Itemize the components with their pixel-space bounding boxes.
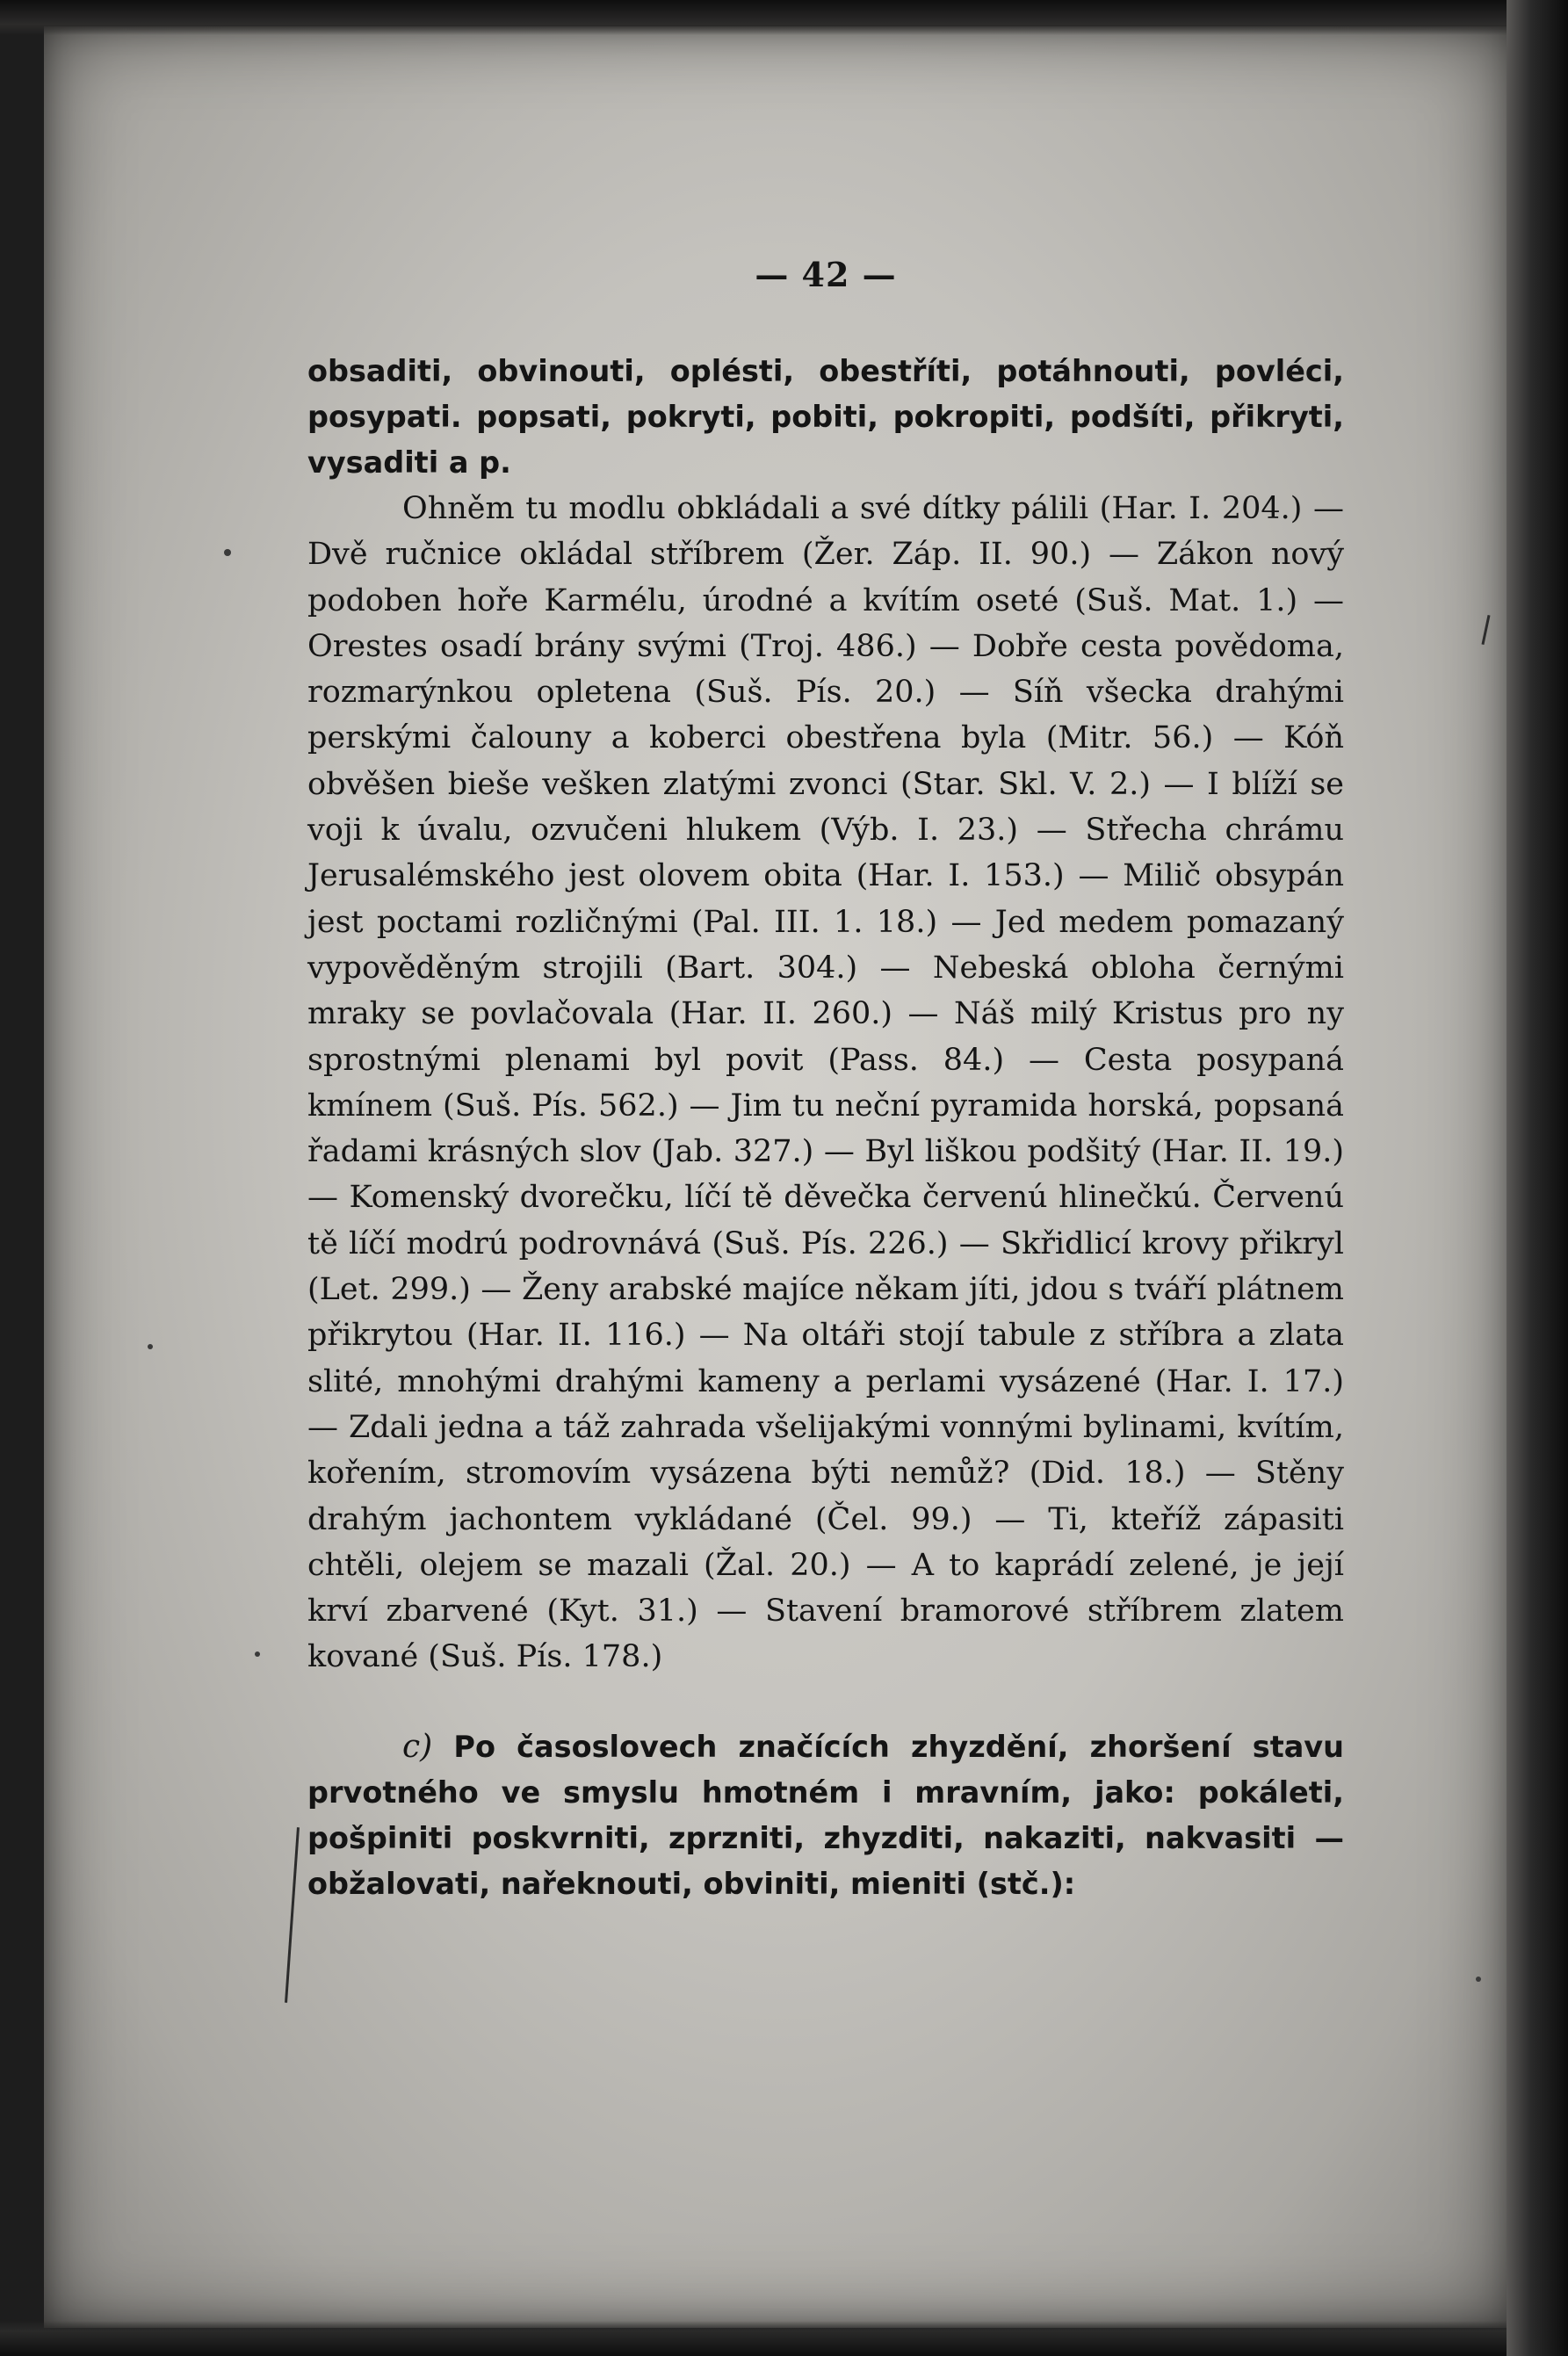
- section-letter: c): [402, 1728, 433, 1765]
- dust-speck: [255, 1651, 260, 1657]
- dust-speck: [1476, 1977, 1481, 1982]
- verb-list-paragraph: obsaditi, obvinouti, oplésti, obestříti, potáhnouti, povléci, posypati. popsati, pokryti, pobiti, pokropiti, podšíti, přikryti, vysaditi a p.: [307, 354, 1344, 480]
- examples-paragraph: Ohněm tu modlu obkládali a své dítky pálili (Har. I. 204.) — Dvě ručnice okládal stříbrem (Žer. Záp. II. 90.) — Zákon nový podoben hoře Karmélu, úrodné a kvítím oseté (Suš. Mat. 1.) — Orestes osadí brány svými (Troj. 486.) — Dobře cesta povědoma, rozmarýnkou opletena (Suš. Pís. 20.) — Síň všecka drahými perskými čalouny a koberci obestřena byla (Mitr. 56.) — Kóň obvěšen bieše vešken zlatými zvonci (Star. Skl. V. 2.) — I blíží se voji k úvalu, ozvučeni hlukem (Výb. I. 23.) — Střecha chrámu Jerusalémského jest olovem obita (Har. I. 153.) — Milič obsypán jest poctami rozličnými (Pal. III. 1. 18.) — Jed medem pomazaný vypověděným strojili (Bart. 304.) — Nebeská obloha černými mraky se povlačovala (Har. II. 260.) — Náš milý Kristus pro ny sprostnými plenami byl povit (Pass. 84.) — Cesta posypaná kmínem (Suš. Pís. 562.) — Jim tu neční pyramida horská, popsaná řadami krásných slov (Jab. 327.) — Byl liškou podšitý (Har. II. 19.) — Komenský dvorečku, líčí tě děvečka červenú hlinečkú. Červenú tě líčí modrú podrovnává (Suš. Pís. 226.) — Skřidlicí krovy přikryl (Let. 299.) — Ženy arabské majíce někam jíti, jdou s tváří plátnem přikrytou (Har. II. 116.) — Na oltáři stojí tabule z stříbra a zlata slité, mnohými drahými kameny a perlami vysázené (Har. I. 17.) — Zdali jedna a táž zahrada všelijakými vonnými bylinami, kvítím, kořením, stromovím vysázena býti nemůž? (Did. 18.) — Stěny drahým jachontem vykládané (Čel. 99.) — Ti, kteříž zápasiti chtěli, olejem se mazali (Žal. 20.) — A to kaprádí zelené, je její krví zbarvené (Kyt. 31.) — Stavení bramorové stříbrem zlatem kované (Suš. Pís. 178.): [307, 491, 1344, 1675]
- page-content: [307, 255, 1344, 1907]
- section-c-text: Po časoslovech značících zhyzdění, zhoršení stavu prvotného ve smyslu hmotném i mravním, jako: pokáleti, pošpiniti poskvrniti, zprzniti, zhyzditi, nakaziti, nakvasiti — obžalovati, nařeknouti, obviniti, mieniti (stč.):: [307, 1729, 1344, 1901]
- scan-bottom-shadow: [0, 2321, 1568, 2356]
- dust-speck: [224, 549, 231, 556]
- scan-right-shadow: [1507, 0, 1568, 2356]
- page-number: — 42 —: [755, 255, 897, 294]
- section-c-paragraph: [307, 1724, 1344, 1907]
- scan-top-shadow: [0, 0, 1568, 35]
- dust-speck: [148, 1344, 153, 1349]
